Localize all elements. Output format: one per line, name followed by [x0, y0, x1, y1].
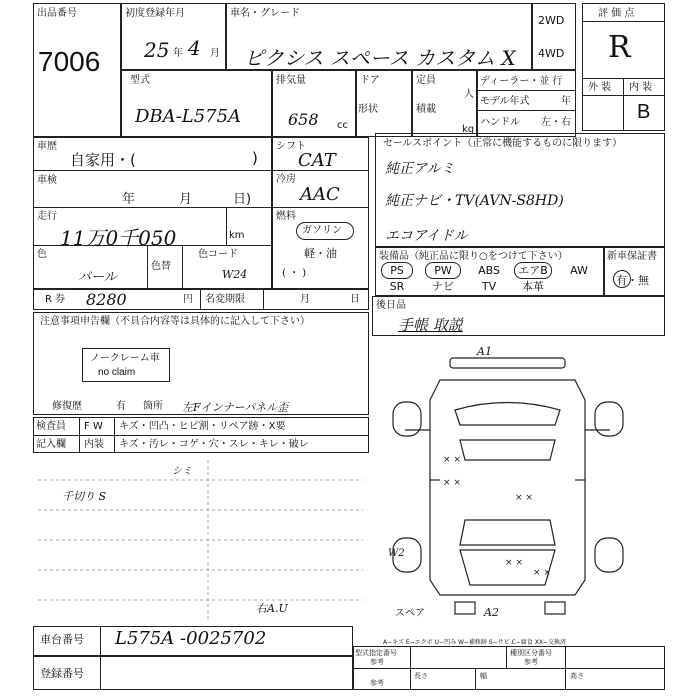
warranty-label: 新車保証書 — [607, 251, 657, 262]
inspection-month: 月 — [179, 192, 193, 207]
first-reg-year: 25 — [144, 38, 170, 62]
cert-width: 幅 — [480, 672, 487, 680]
fuel-gas-text: ガソリン — [302, 225, 342, 236]
inspector-int-items: キズ・汚レ・コゲ・穴・スレ・キレ・破レ — [119, 439, 309, 450]
equip-tv: TV — [481, 280, 497, 293]
mileage-unit: km — [229, 230, 245, 241]
circle-pw — [425, 262, 461, 279]
first-reg-year-unit: 年 — [173, 48, 183, 59]
name-change-month: 月 — [300, 294, 310, 305]
cert-length: 長さ — [414, 672, 428, 680]
warranty-circle — [613, 270, 631, 288]
sales-label: セールスポイント（正常に機能するものに限ります） — [383, 138, 623, 149]
notes-label: 注意事項申告欄（不具合内容等は具体的に記入して下さい） — [40, 316, 310, 327]
equip-airbag: エアB — [518, 264, 548, 277]
name-change-label: 名変期限 — [205, 294, 245, 305]
grade-value: R — [608, 30, 631, 65]
car-name-value: ピクシス スペース カスタム X — [244, 46, 516, 70]
noclaim-en: no claim — [98, 367, 136, 378]
svg-text:× ×: × × — [443, 455, 461, 465]
inspector-label-2: 記入欄 — [36, 439, 66, 450]
sales-item: 純正ナビ・TV(AVN-S8HD) — [385, 193, 564, 209]
grade-label: 評 価 点 — [598, 8, 635, 19]
handle-label: ハンドル — [480, 117, 520, 128]
svg-text:× ×: × × — [515, 493, 533, 503]
equip-pw: PW — [434, 264, 452, 277]
equip-aw: AW — [570, 264, 588, 277]
doors-shape-label: 形状 — [358, 104, 378, 115]
shift-label: シフト — [276, 141, 306, 152]
inspection-label: 車検 — [37, 175, 57, 186]
inspector-fw: F W — [84, 421, 103, 432]
displacement-unit: cc — [337, 120, 348, 131]
diagram-a1: A1 — [477, 345, 492, 358]
mileage-value: 11万0千050 — [60, 226, 177, 250]
cert-height: 高さ — [570, 672, 584, 680]
cert-ref-1: 参考 — [370, 658, 384, 666]
inspector-label-1: 検査員 — [36, 421, 66, 432]
fuel-paren: ( ・ ) — [282, 268, 307, 279]
svg-text:× ×: × × — [443, 478, 461, 488]
ac-value: AAC — [300, 184, 340, 205]
handle-opts: 左・右 — [541, 117, 571, 128]
cert-class-label: 種別区分番号 — [510, 649, 552, 657]
color-code-label: 色コード — [198, 249, 238, 260]
first-reg-label: 初度登録年月 — [125, 8, 185, 19]
noclaim-jp: ノークレーム車 — [90, 353, 160, 364]
capacity-load-label: 積載 — [416, 104, 436, 115]
inspection-year: 年 — [122, 192, 136, 207]
model-year-unit: 年 — [561, 96, 571, 107]
model-year-label: モデル年式 — [480, 96, 530, 107]
color-value: パール — [78, 270, 117, 285]
displacement-label: 排気量 — [276, 75, 306, 86]
ac-label: 冷房 — [276, 174, 296, 185]
first-reg-month-unit: 月 — [210, 48, 220, 59]
cert-type-label: 型式指定番号 — [355, 649, 397, 657]
dealer-label: ディーラー・並 行 — [480, 76, 563, 87]
fuel-label: 燃料 — [276, 211, 296, 222]
svg-text:× ×: × × — [533, 568, 551, 578]
cert-ref-2: 参考 — [524, 658, 538, 666]
history-value: 自家用・( — [70, 151, 136, 169]
drive-2wd: 2WD — [538, 14, 565, 27]
color-label: 色 — [37, 249, 47, 260]
car-diagram — [385, 340, 665, 625]
equip-abs: ABS — [478, 264, 500, 277]
r-ticket-value: 8280 — [86, 290, 127, 309]
repair-label: 修復歴 — [52, 401, 82, 412]
history-close: ) — [252, 149, 258, 167]
fuel-light: 軽・油 — [304, 247, 337, 260]
grade-int-label: 内 装 — [629, 82, 653, 93]
remarks-lines — [33, 455, 373, 625]
legend: A−キズ E−エクボ U−凹み W−補修跡 S−サビ C−腐食 XX−交換済 — [383, 639, 566, 646]
accessories-label: 後日品 — [376, 300, 406, 311]
history-label: 車歴 — [37, 141, 57, 152]
inspection-day: 日) — [233, 192, 252, 207]
doors-label: ドア — [360, 75, 380, 86]
equip-sr: SR — [389, 280, 405, 293]
diagram-a2: A2 — [484, 606, 499, 619]
equip-leather: 本革 — [522, 280, 544, 293]
shift-value: CAT — [298, 150, 336, 171]
inspector-int: 内装 — [84, 439, 104, 450]
car-name-label: 車名・グレード — [230, 8, 300, 19]
displacement-value: 658 — [288, 110, 319, 129]
equipment-label: 装備品（純正品に限り○をつけて下さい） — [379, 251, 568, 262]
equip-navi: ナビ — [432, 280, 454, 293]
repair-detail: 左Fインナーパネル歪 — [182, 401, 289, 414]
model-value: DBA-L575A — [135, 106, 242, 127]
capacity-unit: 人 — [464, 89, 474, 100]
diagram-w2: W2 — [388, 548, 405, 559]
r-ticket-unit: 円 — [183, 294, 193, 305]
equip-ps: PS — [390, 264, 404, 277]
lot-label: 出品番号 — [37, 8, 77, 19]
warranty-value: 有・無 — [616, 274, 649, 287]
chassis-value: L575A -0025702 — [115, 628, 267, 649]
grade-ext-label: 外 装 — [588, 82, 612, 93]
inspector-fw-items: キズ・凹凸・ヒビ割・リペア跡・X要 — [119, 421, 286, 432]
capacity-load-unit: kg — [462, 124, 475, 135]
circle-airbag — [514, 262, 552, 279]
r-ticket-label: R 券 — [45, 294, 66, 305]
capacity-label: 定員 — [416, 75, 436, 86]
sales-item: エコアイドル — [385, 228, 468, 244]
remark-1: シミ — [172, 466, 192, 477]
circle-ps — [381, 262, 413, 279]
diagram-spare: スペア — [395, 608, 425, 619]
cert-ref-3: 参考 — [370, 679, 384, 687]
model-label: 型式 — [130, 75, 150, 86]
name-change-day: 日 — [350, 294, 360, 305]
color-change-label: 色替 — [151, 261, 171, 272]
grade-int-value: B — [637, 101, 651, 123]
mileage-label: 走行 — [37, 211, 57, 222]
drive-4wd: 4WD — [538, 47, 565, 60]
color-code-value: W24 — [222, 268, 248, 281]
chassis-label: 車台番号 — [40, 633, 84, 646]
first-reg-month: 4 — [188, 36, 201, 60]
registration-label: 登録番号 — [40, 667, 84, 680]
sales-item: 純正アルミ — [385, 161, 455, 177]
remark-2: 千切り S — [62, 490, 107, 503]
accessories-value: 手帳 取説 — [398, 316, 463, 334]
svg-text:× ×: × × — [505, 558, 523, 568]
lot-number: 7006 — [38, 46, 101, 77]
r-ticket-box — [33, 289, 369, 310]
repair-value: 有 — [116, 401, 126, 412]
repair-place: 箇所 — [143, 401, 163, 412]
remark-3: 右A.U — [256, 602, 288, 615]
